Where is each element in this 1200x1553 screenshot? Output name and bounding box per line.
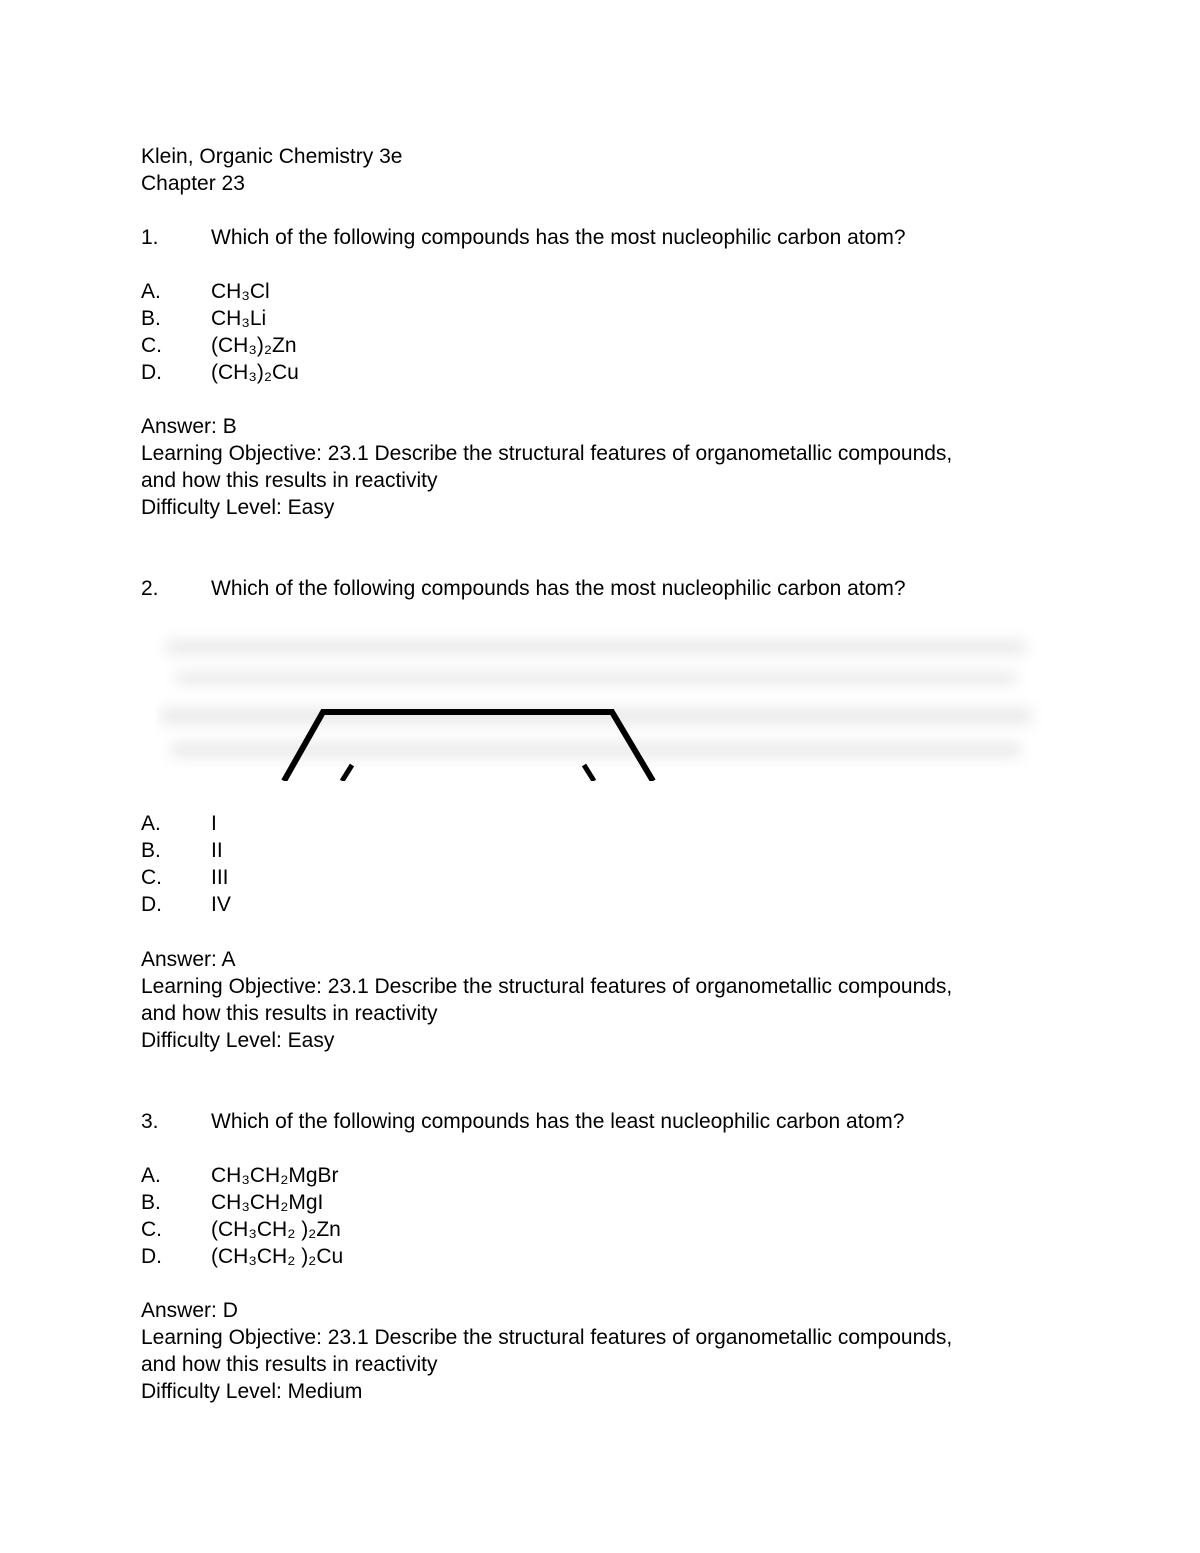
option-text: (CH₃CH₂ )₂Zn (211, 1218, 341, 1241)
question-number: 2. (141, 577, 159, 600)
option-d (141, 891, 231, 918)
option-letter: D. (141, 361, 162, 384)
option-letter: B. (141, 1191, 161, 1214)
learning-objective: Learning Objective: 23.1 Describe the structural features of organometallic compounds, (141, 1326, 953, 1349)
option-text: CH₃CH₂MgBr (211, 1164, 339, 1187)
learning-objective-cont: and how this results in reactivity (141, 469, 438, 492)
option-b (141, 305, 266, 332)
difficulty-level: Difficulty Level: Easy (141, 1029, 335, 1052)
option-c (141, 1216, 341, 1243)
option-text: II (211, 839, 223, 862)
question-prompt: Which of the following compounds has the most nucleophilic carbon atom? (211, 226, 906, 249)
learning-objective: Learning Objective: 23.1 Describe the structural features of organometallic compounds, (141, 975, 953, 998)
question-number: 1. (141, 226, 159, 249)
option-text: CH₃Li (211, 307, 267, 330)
option-text: CH₃CH₂MgI (211, 1191, 324, 1214)
option-text: I (211, 812, 217, 835)
answer: Answer: D (141, 1299, 238, 1322)
book-title: Klein, Organic Chemistry 3e (141, 145, 403, 168)
option-text: (CH₃CH₂ )₂Cu (211, 1245, 344, 1268)
difficulty-level: Difficulty Level: Medium (141, 1380, 363, 1403)
option-d (141, 1243, 343, 1270)
option-b (141, 837, 223, 864)
option-text: (CH₃)₂Cu (211, 361, 299, 384)
option-letter: C. (141, 1218, 162, 1241)
option-b (141, 1189, 323, 1216)
option-text: CH₃Cl (211, 280, 270, 303)
question-2 (141, 575, 906, 602)
option-letter: B. (141, 307, 161, 330)
option-letter: D. (141, 893, 162, 916)
option-text: (CH₃)₂Zn (211, 334, 297, 357)
cyclohexane-ring-icon (156, 628, 1046, 781)
learning-objective-cont: and how this results in reactivity (141, 1002, 438, 1025)
option-a (141, 810, 217, 837)
option-letter: D. (141, 1245, 162, 1268)
option-text: IV (211, 893, 231, 916)
option-c (141, 332, 297, 359)
option-a (141, 1162, 339, 1189)
option-text: III (211, 866, 229, 889)
learning-objective-cont: and how this results in reactivity (141, 1353, 438, 1376)
learning-objective: Learning Objective: 23.1 Describe the structural features of organometallic compounds, (141, 442, 953, 465)
answer: Answer: A (141, 948, 236, 971)
option-letter: C. (141, 866, 162, 889)
option-letter: A. (141, 280, 161, 303)
option-letter: A. (141, 812, 161, 835)
question-prompt: Which of the following compounds has the least nucleophilic carbon atom? (211, 1110, 905, 1133)
difficulty-level: Difficulty Level: Easy (141, 496, 335, 519)
question-1 (141, 224, 906, 251)
question-3 (141, 1108, 904, 1135)
answer: Answer: B (141, 415, 237, 438)
option-letter: A. (141, 1164, 161, 1187)
structure-figure (156, 628, 1046, 781)
option-letter: C. (141, 334, 162, 357)
chapter-title: Chapter 23 (141, 172, 245, 195)
option-d (141, 359, 299, 386)
option-letter: B. (141, 839, 161, 862)
option-a (141, 278, 270, 305)
option-c (141, 864, 229, 891)
question-number: 3. (141, 1110, 159, 1133)
question-prompt: Which of the following compounds has the most nucleophilic carbon atom? (211, 577, 906, 600)
